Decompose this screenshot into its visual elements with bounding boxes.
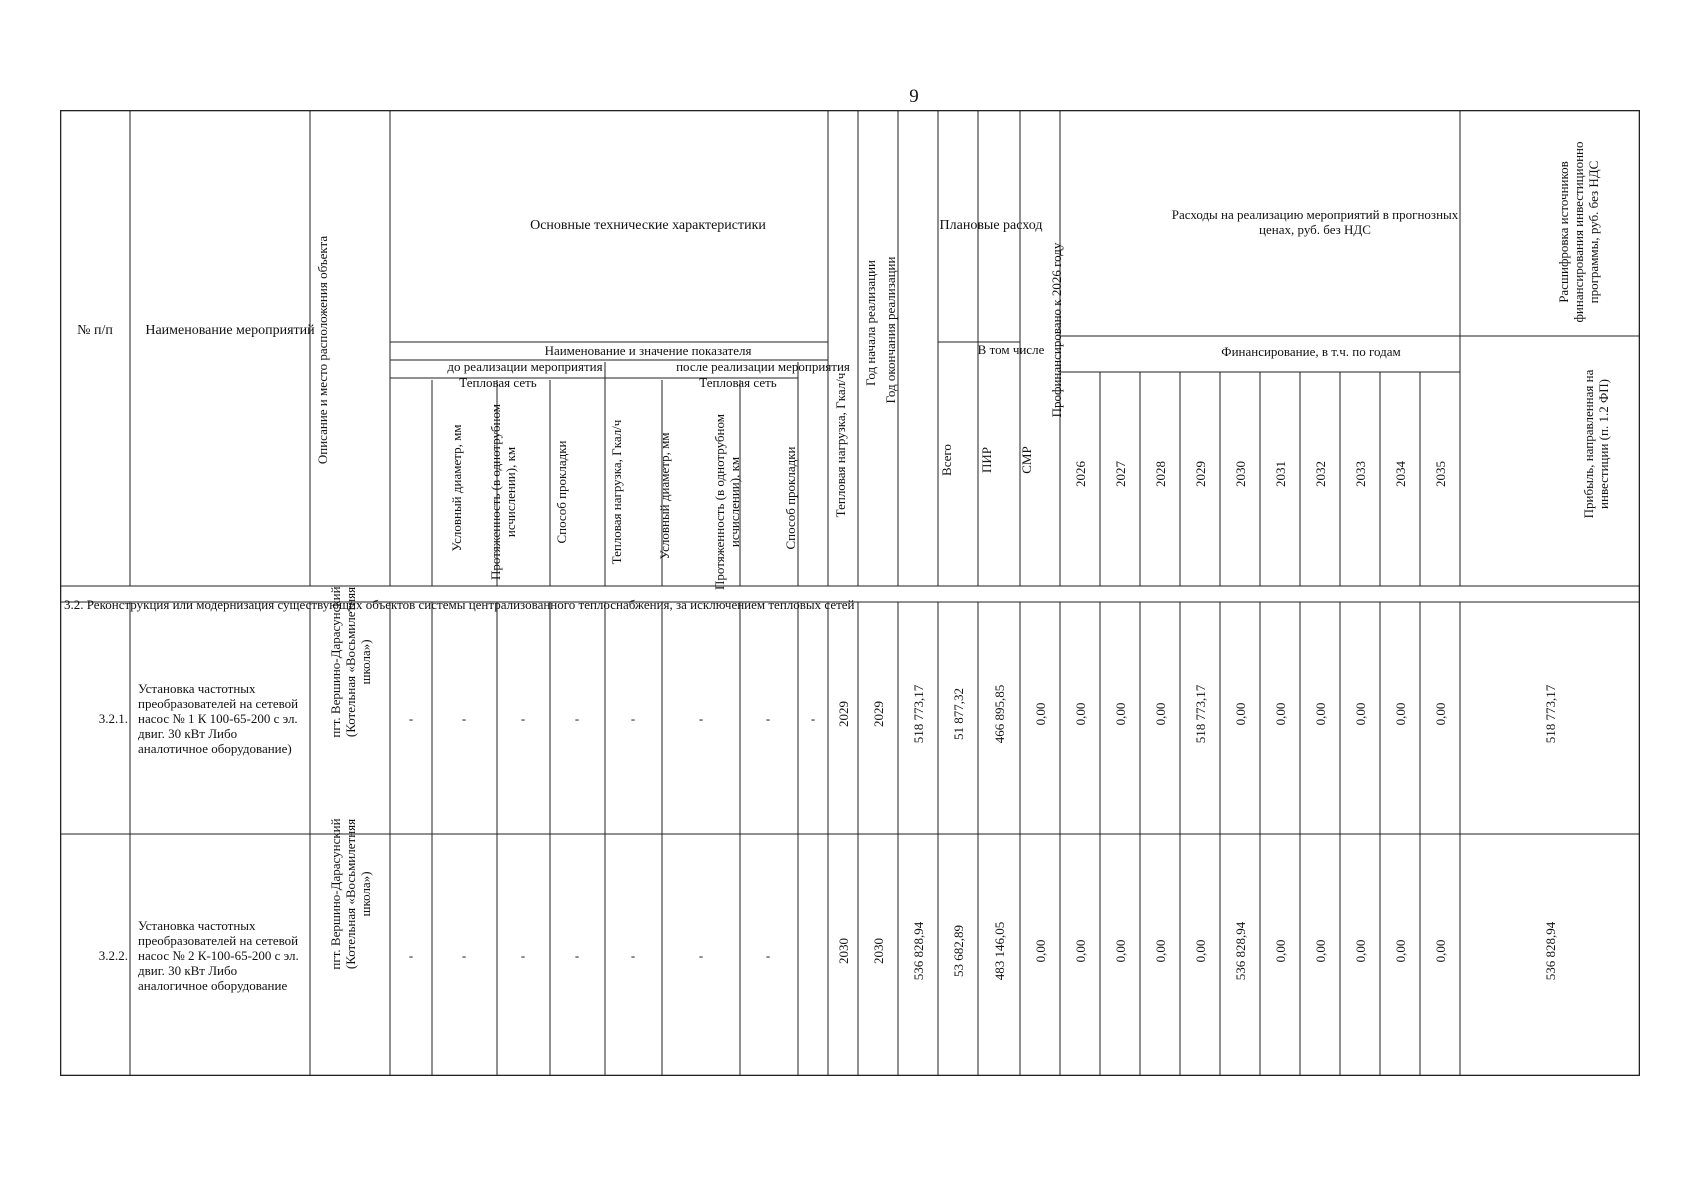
header-planned: Плановые расход xyxy=(939,217,1043,233)
row-pir: 51 877,32 xyxy=(950,688,966,740)
header-indicator: Наименование и значение показателя xyxy=(544,342,752,358)
row-location: пгт. Вершино-Дарасунский (Котельная «Восьмилетняя школа») xyxy=(327,818,373,970)
row-total: 536 828,94 xyxy=(910,921,926,981)
header-year-2032: 2032 xyxy=(1312,461,1328,487)
row-name: Установка частотных преобразователей на сетевой насос № 1 К 100-65-200 с эл. двиг. 30 кВт Либо аналотичное оборудование) xyxy=(138,680,299,756)
header-year-2029: 2029 xyxy=(1192,461,1208,487)
row-year-2028: 0,00 xyxy=(1152,939,1168,963)
row-dash: - xyxy=(408,947,414,963)
row-year-2032: 0,00 xyxy=(1312,939,1328,963)
header-costs: Расходы на реализацию мероприятий в прогнозных ценах, руб. без НДС xyxy=(1171,207,1459,237)
header-length-before: Протяженность (в однотрубном исчислении), км xyxy=(488,404,518,580)
row-pir: 53 682,89 xyxy=(950,925,966,977)
row-smr: 466 895,85 xyxy=(991,684,1007,744)
row-dash: - xyxy=(408,710,414,726)
header-smr: СМР xyxy=(1018,446,1034,474)
row-profit: 536 828,94 xyxy=(1542,921,1558,981)
section-title: 3.2. Реконструкция или модернизация существующих объектов системы централизованного теплоснабжения, за исключением тепловых сетей xyxy=(64,597,855,612)
header-year-start: Год начала реализации xyxy=(862,259,878,387)
row-dash: - xyxy=(461,710,467,726)
row-dash: - xyxy=(698,947,704,963)
header-name: Наименование мероприятий xyxy=(145,322,315,338)
row-year-2033: 0,00 xyxy=(1352,939,1368,963)
investment-table xyxy=(60,110,1640,1076)
header-financing-by-years: Финансирование, в т.ч. по годам xyxy=(1221,343,1401,359)
row-year-2034: 0,00 xyxy=(1392,939,1408,963)
row-year-2029: 0,00 xyxy=(1192,939,1208,963)
header-year-2027: 2027 xyxy=(1112,461,1128,487)
header-num: № п/п xyxy=(77,322,113,338)
row-year-2030: 0,00 xyxy=(1232,702,1248,726)
row-year-end: 2030 xyxy=(870,938,886,964)
row-dash: - xyxy=(810,710,816,726)
header-before: до реализации мероприятия xyxy=(447,358,603,374)
row-year-2031: 0,00 xyxy=(1272,702,1288,726)
row-dash: - xyxy=(765,947,771,963)
header-year-2030: 2030 xyxy=(1232,461,1248,487)
row-dash: - xyxy=(630,710,636,726)
row-dash: - xyxy=(461,947,467,963)
row-dash: - xyxy=(574,710,580,726)
row-location: пгт. Вершино-Дарасунский (Котельная «Восьмилетняя школа») xyxy=(327,586,373,738)
row-year-2032: 0,00 xyxy=(1312,702,1328,726)
header-year-2031: 2031 xyxy=(1272,461,1288,487)
header-year-2026: 2026 xyxy=(1072,461,1088,487)
row-dash: - xyxy=(765,710,771,726)
header-year-end: Год окончания реализации xyxy=(882,256,898,404)
header-financed-2026: Профинансировано к 2026 году xyxy=(1048,242,1064,418)
row-profit: 518 773,17 xyxy=(1542,684,1558,744)
header-tech: Основные технические характеристики xyxy=(530,217,766,233)
header-heat-load-after: Тепловая нагрузка, Гкал/ч xyxy=(832,372,848,518)
row-year-2028: 0,00 xyxy=(1152,702,1168,726)
header-year-2028: 2028 xyxy=(1152,461,1168,487)
row-num: 3.2.1. xyxy=(98,710,128,726)
header-after: после реализации мероприятия xyxy=(676,358,850,374)
row-dash: - xyxy=(520,710,526,726)
row-dash: - xyxy=(698,710,704,726)
row-year-end: 2029 xyxy=(870,701,886,727)
row-smr: 483 146,05 xyxy=(991,921,1007,981)
row-year-start: 2030 xyxy=(835,938,851,964)
row-year-2027: 0,00 xyxy=(1112,702,1128,726)
header-diameter-after: Условный диаметр, мм xyxy=(656,432,672,560)
row-year-2034: 0,00 xyxy=(1392,702,1408,726)
row-dash: - xyxy=(574,947,580,963)
header-length-after: Протяженность (в однотрубном исчислении), км xyxy=(712,414,742,590)
header-incl: В том числе xyxy=(977,341,1045,357)
header-laying-before: Способ прокладки xyxy=(553,440,569,544)
header-year-2033: 2033 xyxy=(1352,461,1368,487)
row-year-2031: 0,00 xyxy=(1272,939,1288,963)
header-year-2035: 2035 xyxy=(1432,461,1448,487)
row-dash: - xyxy=(630,947,636,963)
row-year-start: 2029 xyxy=(835,701,851,727)
row-year-2035: 0,00 xyxy=(1432,939,1448,963)
header-location: Описание и место расположения объекта xyxy=(314,235,330,465)
row-num: 3.2.2. xyxy=(98,947,128,963)
header-year-2034: 2034 xyxy=(1392,461,1408,487)
row-year-2027: 0,00 xyxy=(1112,939,1128,963)
header-diameter-before: Условный диаметр, мм xyxy=(448,424,464,552)
row-year-2029: 518 773,17 xyxy=(1192,684,1208,744)
header-heat-net-before: Тепловая сеть xyxy=(459,374,537,390)
row-name: Установка частотных преобразователей на сетевой насос № 2 К-100-65-200 с эл. двиг. 30 кВт Либо аналогичное оборудование xyxy=(138,917,299,993)
row-financed-2026: 0,00 xyxy=(1032,939,1048,963)
header-heat-net-after: Тепловая сеть xyxy=(699,374,777,390)
row-year-2030: 536 828,94 xyxy=(1232,921,1248,981)
row-dash: - xyxy=(520,947,526,963)
header-sources: Расшифровка источников финансирования инвестиционно программы, руб. без НДС xyxy=(1555,141,1601,323)
page-number: 9 xyxy=(909,86,919,107)
row-year-2033: 0,00 xyxy=(1352,702,1368,726)
header-profit: Прибыль, направленная на инвестиции (п. 1.2 ФП) xyxy=(1581,369,1611,519)
header-laying-after: Способ прокладки xyxy=(782,446,798,550)
header-heat-load-before: Тепловая нагрузка, Гкал/ч xyxy=(608,419,624,565)
row-year-2026: 0,00 xyxy=(1072,939,1088,963)
row-total: 518 773,17 xyxy=(910,684,926,744)
row-financed-2026: 0,00 xyxy=(1032,702,1048,726)
row-year-2026: 0,00 xyxy=(1072,702,1088,726)
header-total: Всего xyxy=(938,444,954,476)
row-year-2035: 0,00 xyxy=(1432,702,1448,726)
header-pir: ПИР xyxy=(978,447,994,474)
